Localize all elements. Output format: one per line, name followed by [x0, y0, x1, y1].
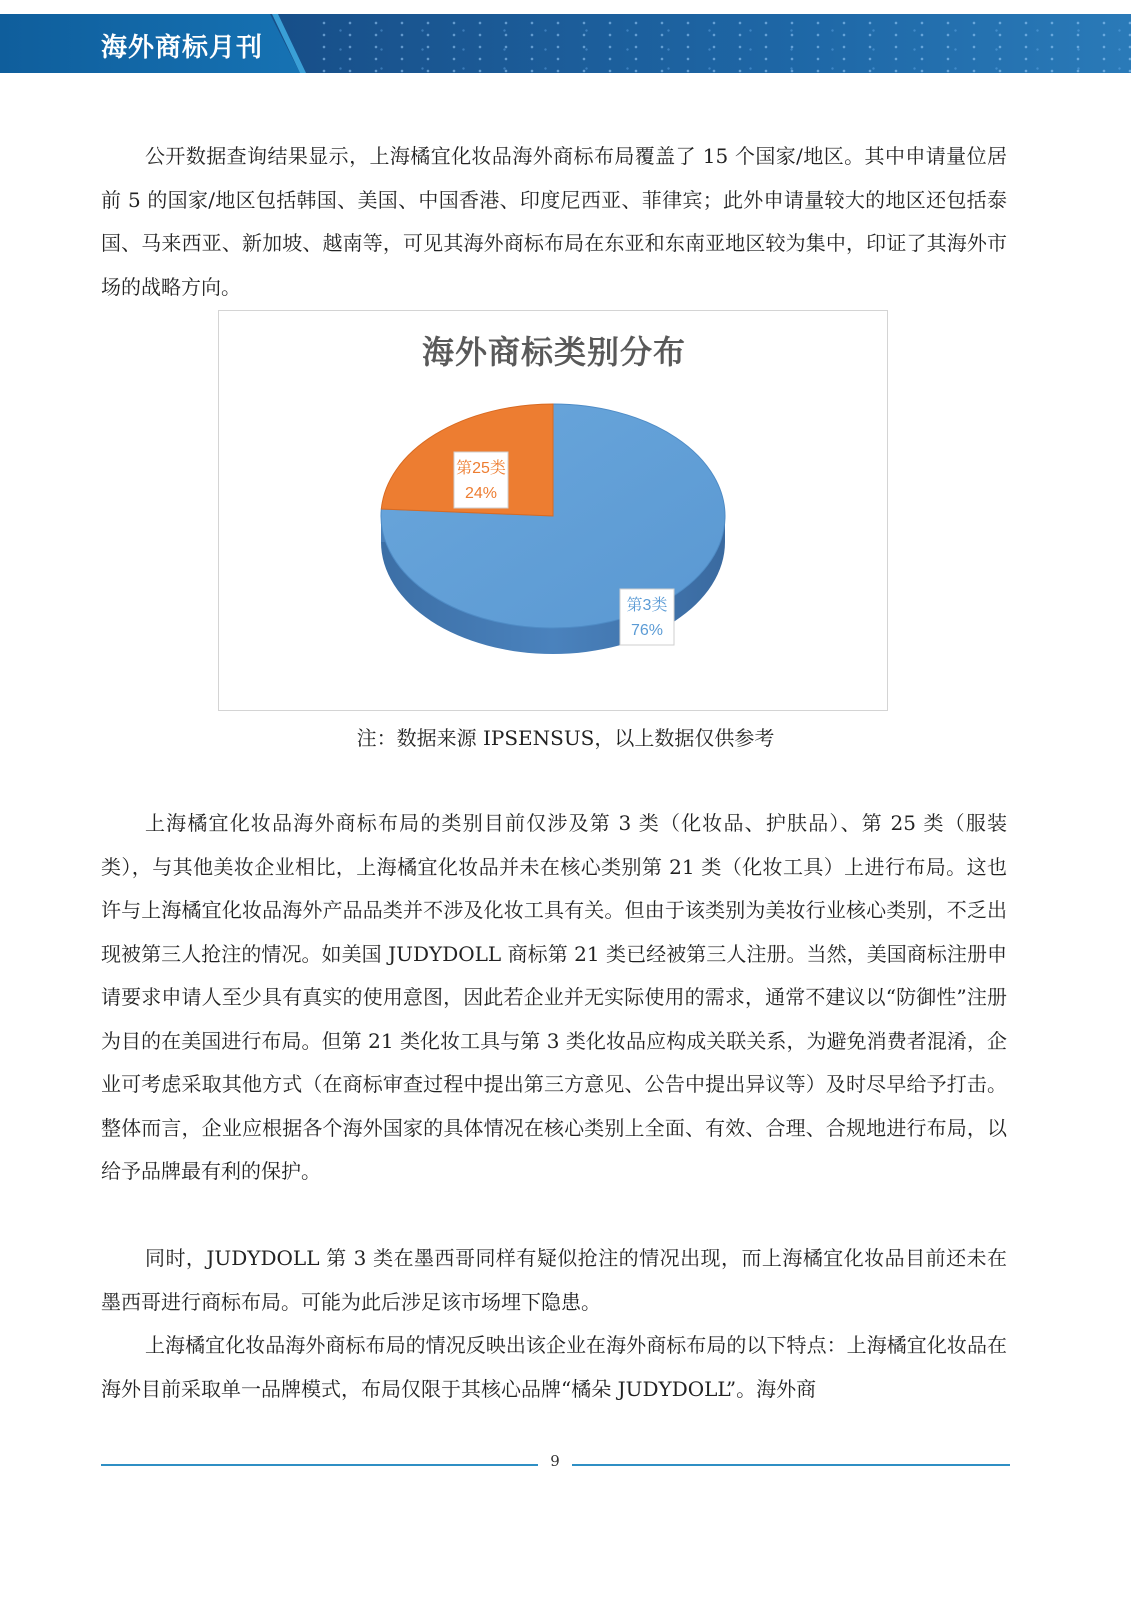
footer-rule-right — [572, 1464, 1010, 1466]
page-number: 9 — [550, 1452, 560, 1470]
chart-caption: 注：数据来源 IPSENSUS，以上数据仅供参考 — [356, 726, 775, 750]
data-label-category-2: 第25类 — [456, 460, 506, 477]
pie-chart — [218, 310, 888, 711]
header-banner — [0, 14, 1131, 73]
chart-title: 海外商标类别分布 — [421, 333, 686, 371]
pie-chart-svg — [219, 311, 889, 712]
paragraph-country-coverage: 公开数据查询结果显示，上海橘宜化妆品海外商标布局覆盖了 15 个国家/地区。其中申请量位居前 5 的国家/地区包括韩国、美国、中国香港、印度尼西亚、菲律宾；此外申请量较大的地区还包括泰国、马来西亚、新加坡、越南等，可见其海外商标布局在东亚和东南亚地区较为集中，印证了其海外市场的战略方向。 — [101, 144, 1007, 299]
paragraph-brand-features: 上海橘宜化妆品海外商标布局的情况反映出该企业在海外商标布局的以下特点：上海橘宜化妆品在海外目前采取单一品牌模式，布局仅限于其核心品牌“橘朵 JUDYDOLL”。海外商 — [101, 1333, 1007, 1401]
data-label-category-1: 第3类 — [626, 597, 668, 614]
header-pattern — [311, 14, 1131, 73]
header-title: 海外商标月刊 — [101, 33, 264, 63]
paragraph-mexico-risk: 同时，JUDYDOLL 第 3 类在墨西哥同样有疑似抢注的情况出现，而上海橘宜化妆品目前还未在墨西哥进行商标布局。可能为此后涉足该市场埋下隐患。 — [101, 1246, 1007, 1314]
footer-rule-left — [101, 1464, 538, 1466]
data-label-percent-2: 24% — [464, 485, 498, 502]
paragraph-category-analysis: 上海橘宜化妆品海外商标布局的类别目前仅涉及第 3 类（化妆品、护肤品）、第 25 类（服装类），与其他美妆企业相比，上海橘宜化妆品并未在核心类别第 21 类（化妆工具）上进行布局。这也许与上海橘宜化妆品海外产品品类并不涉及化妆工具有关。但由于该类别为美妆行业核心类别，不乏出现被第三人抢注的情况。如美国 JUDYDOLL 商标第 21 类已经被第三人注册。当然，美国商标注册申请要求申请人至少具有真实的使用意图，因此若企业并无实际使用的需求，通常不建议以“防御性”注册为目的在美国进行布局。但第 21 类化妆工具与第 3 类化妆品应构成关联关系，为避免消费者混淆，企业可考虑采取其他方式（在商标审查过程中提出第三方意见、公告中提出异议等）及时尽早给予打击。整体而言，企业应根据各个海外国家的具体情况在核心类别上全面、有效、合理、合规地进行布局，以给予品牌最有利的保护。 — [101, 811, 1007, 1183]
data-label-percent-1: 76% — [630, 622, 664, 639]
